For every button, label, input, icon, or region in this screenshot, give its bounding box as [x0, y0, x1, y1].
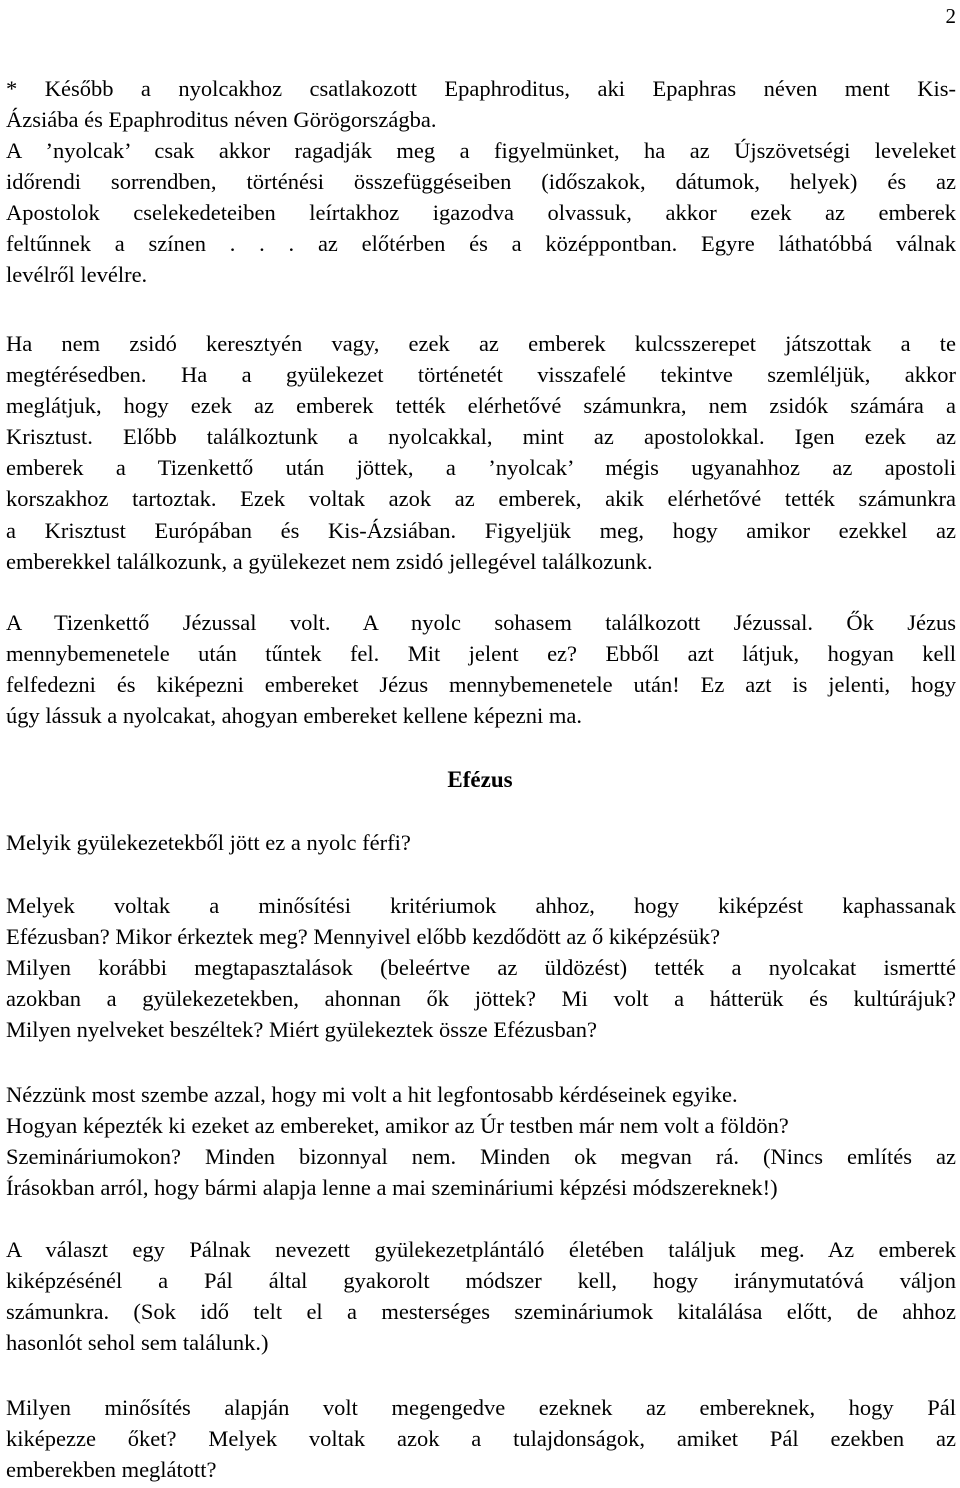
text-line: Milyen nyelveket beszéltek? Miért gyülekeztek össze Efézusban? [6, 1017, 598, 1043]
text-line: hasonlót sehol sem találunk.) [6, 1330, 269, 1356]
text-line: Milyen korábbi megtapasztalások (beleértve az üldözést) tették a nyolcakat ismertté [6, 955, 956, 981]
answer-paragraph [6, 1234, 956, 1358]
text-line: megtérésedben. Ha a gyülekezet történetét visszafelé tekintve szemléljük, akkor [6, 362, 956, 388]
text-line: korszakhoz tartoztak. Ezek voltak azok az emberek, akik elérhetővé tették számunkra [6, 486, 956, 512]
intro-paragraph [6, 135, 956, 290]
text-line: Ha nem zsidó keresztyén vagy, ezek az emberek kulcsszerepet játszottak a te [6, 331, 956, 356]
text-line: Nézzünk most szembe azzal, hogy mi volt a hit legfontosabb kérdéseinek egyike. [6, 1082, 738, 1107]
text-line: emberek a Tizenkettő után jöttek, a ’nyolcak’ mégis ugyanahhoz az apostoli [6, 455, 956, 481]
text-line: felfedezni és kiképezni embereket Jézus mennybemenetele után! Ez azt is jelenti, hogy [6, 672, 956, 698]
text-line: időrendi sorrendben, történési összefüggéseiben (időszakok, dátumok, helyek) és az [6, 169, 956, 195]
question-paragraph [6, 827, 956, 858]
text-line: * Később a nyolcakhoz csatlakozott Epaphroditus, aki Epaphras néven ment Kis- [6, 76, 956, 101]
text-line: azokban a gyülekezetekben, ahonnan ők jöttek? Mi volt a hátterük és kultúrájuk? [6, 986, 956, 1012]
text-line: meglátjuk, hogy ezek az emberek tették elérhetővé számunkra, nem zsidók számára a [6, 393, 956, 419]
gentile-paragraph [6, 328, 956, 577]
text-line: Efézusban? Mikor érkeztek meg? Mennyivel előbb kezdődött az ő kiképzésük? [6, 924, 721, 950]
section-heading: Efézus [447, 767, 513, 792]
text-line: Szemináriumokon? Minden bizonnyal nem. Minden ok megvan rá. (Nincs említés az [6, 1144, 956, 1170]
twelve-paragraph [6, 607, 956, 731]
text-line: a Krisztust Európában és Kis-Ázsiában. Figyeljük meg, hogy amikor ezekkel az [6, 517, 956, 543]
text-line: mennybemenetele után tűntek fel. Mit jelent ez? Ebből azt látjuk, hogyan kell [6, 641, 956, 667]
training-paragraph [6, 1079, 956, 1203]
text-line: emberekkel találkozunk, a gyülekezet nem zsidó jellegével találkozunk. [6, 548, 653, 574]
text-line: Hogyan képezték ki ezeket az embereket, amikor az Úr testben már nem volt a földön? [6, 1113, 789, 1139]
text-line: Krisztust. Előbb találkoztunk a nyolcakkal, mint az apostolokkal. Igen ezek az [6, 424, 956, 450]
text-line: A ’nyolcak’ csak akkor ragadják meg a figyelmünket, ha az Újszövetségi leveleket [6, 138, 956, 163]
text-line: A Tizenkettő Jézussal volt. A nyolc sohasem találkozott Jézussal. Ők Jézus [6, 610, 956, 635]
text-line: emberekben meglátott? [6, 1457, 217, 1483]
text-line: kiképzésénél a Pál által gyakorolt módszer kell, hogy iránymutatóvá váljon [6, 1268, 956, 1294]
text-line: úgy lássuk a nyolcakat, ahogyan embereket kellene képezni ma. [6, 703, 583, 729]
text-line: feltűnnek a színen . . . az előtérben és a középpontban. Egyre láthatóbbá válnak [6, 231, 956, 257]
text-line: kiképezze őket? Melyek voltak azok a tulajdonságok, amiket Pál ezekben az [6, 1426, 956, 1452]
text-line: A választ egy Pálnak nevezett gyülekezetplántáló életében találjuk meg. Az emberek [6, 1237, 956, 1262]
footnote-paragraph [6, 73, 956, 135]
qualification-paragraph [6, 1392, 956, 1485]
criteria-paragraph [6, 890, 956, 1045]
text-line: Ázsiába és Epaphroditus néven Görögországba. [6, 107, 437, 133]
text-line: Melyik gyülekezetekből jött ez a nyolc férfi? [6, 830, 411, 855]
text-line: Írásokban arról, hogy bármi alapja lenne a mai szemináriumi képzési módszereknek!) [6, 1175, 778, 1201]
text-line: számunkra. (Sok idő telt el a mesterséges szemináriumok kitalálása előtt, de ahhoz [6, 1299, 956, 1325]
text-line: Milyen minősítés alapján volt megengedve ezeknek az embereknek, hogy Pál [6, 1395, 956, 1420]
page-number: 2 [945, 4, 956, 28]
text-line: Melyek voltak a minősítési kritériumok ahhoz, hogy kiképzést kaphassanak [6, 893, 956, 918]
text-line: levélről levélre. [6, 262, 148, 288]
text-line: Apostolok cselekedeteiben leírtakhoz igazodva olvassuk, akkor ezek az emberek [6, 200, 956, 226]
